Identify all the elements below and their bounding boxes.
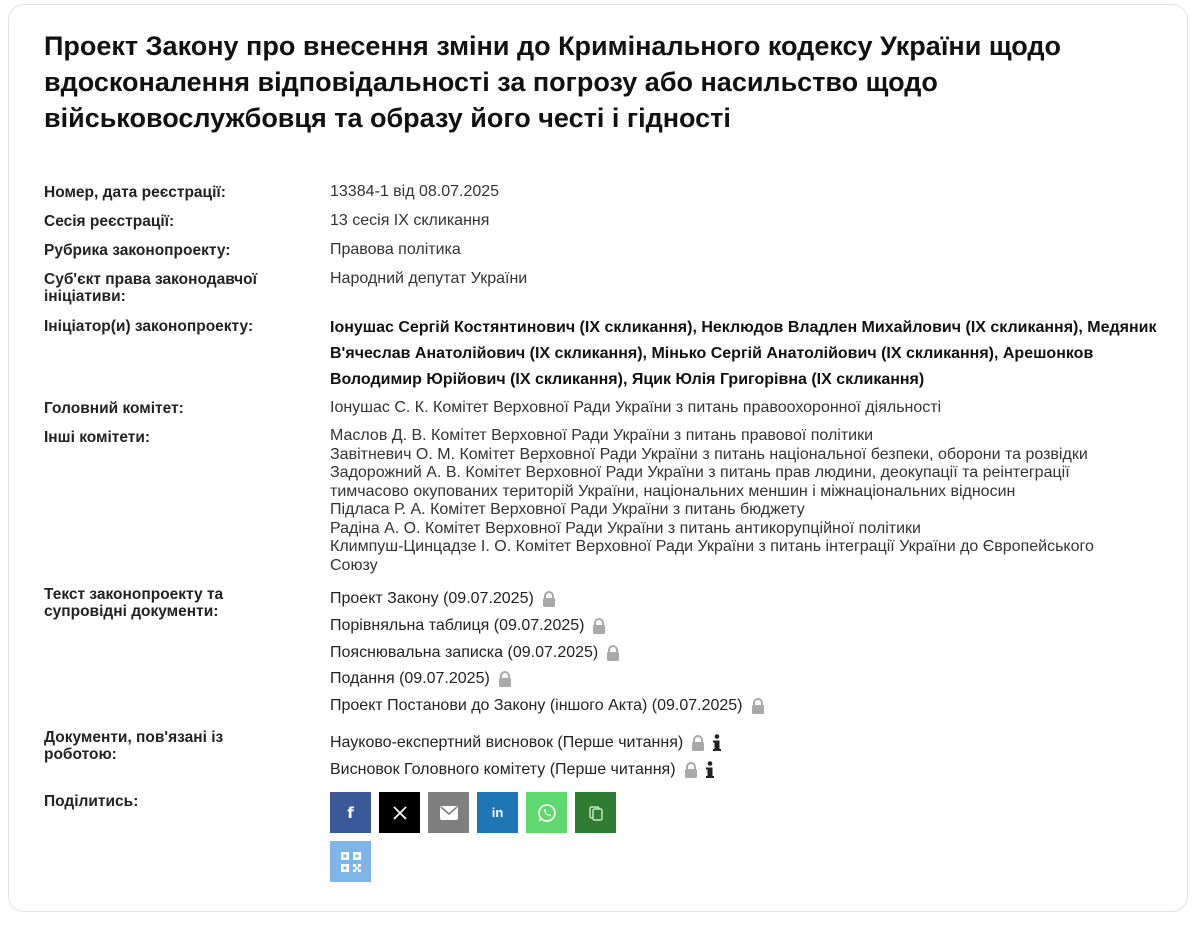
committee-line: Радіна А. О. Комітет Верховної Ради України з питань антикорупційної політики bbox=[330, 519, 921, 537]
subject-label: Суб'єкт права законодавчої ініціативи: bbox=[44, 271, 257, 305]
other-committees-label: Інші комітети: bbox=[44, 429, 151, 446]
doc-link-label: Порівняльна таблиця (09.07.2025) bbox=[330, 617, 585, 634]
doc-link-expert-opinion[interactable] bbox=[330, 733, 723, 753]
doc-link-main-committee-conclusion[interactable] bbox=[330, 760, 716, 780]
lock-icon bbox=[590, 617, 608, 635]
x-icon bbox=[392, 805, 408, 821]
info-icon[interactable] bbox=[704, 760, 716, 780]
committee-line: Задорожний А. В. Комітет Верховної Ради України з питань прав людини, деокупації та реінтеграції bbox=[330, 464, 1070, 481]
whatsapp-icon bbox=[537, 803, 557, 823]
committee-line: Союзу bbox=[330, 556, 378, 574]
texts-label: Текст законопроекту та супровідні документи: bbox=[44, 586, 224, 620]
registration-value: 13384-1 від 08.07.2025 bbox=[330, 183, 500, 200]
facebook-icon: f bbox=[347, 803, 354, 822]
share-whatsapp-button[interactable] bbox=[526, 792, 567, 833]
session-value: 13 сесія IX скликання bbox=[330, 212, 490, 229]
doc-link-label: Проект Закону (09.07.2025) bbox=[330, 590, 534, 607]
rubric-value: Правова політика bbox=[330, 241, 461, 258]
doc-link-label: Проект Постанови до Закону (іншого Акта) (09.07.2025) bbox=[330, 697, 743, 714]
copy-icon bbox=[588, 805, 604, 821]
committee-line: Климпуш-Цинцадзе І. О. Комітет Верховної Ради України з питань інтеграції України до Європейського bbox=[330, 538, 1094, 555]
doc-link-label: Пояснювальна записка (09.07.2025) bbox=[330, 644, 599, 661]
share-x-button[interactable] bbox=[379, 792, 420, 833]
registration-label: Номер, дата реєстрації: bbox=[44, 184, 226, 201]
qr-code-button[interactable] bbox=[330, 841, 371, 882]
doc-link-label: Подання (09.07.2025) bbox=[330, 670, 490, 687]
session-label: Сесія реєстрації: bbox=[44, 213, 175, 230]
other-committees-list bbox=[330, 427, 1160, 575]
qr-code-icon bbox=[340, 851, 362, 873]
rubric-label: Рубрика законопроекту: bbox=[44, 242, 231, 259]
doc-link-label: Висновок Головного комітету (Перше читання) bbox=[330, 761, 676, 778]
lock-icon bbox=[689, 734, 707, 752]
share-email-button[interactable] bbox=[428, 792, 469, 833]
committee-line: Маслов Д. В. Комітет Верховної Ради України з питань правової політики bbox=[330, 427, 874, 444]
doc-link-submission[interactable] bbox=[330, 669, 514, 689]
committee-line: Завітневич О. М. Комітет Верховної Ради України з питань національної безпеки, оборони та розвідки bbox=[330, 445, 1088, 463]
related-docs-label: Документи, пов'язані із роботою: bbox=[44, 729, 224, 763]
info-icon[interactable] bbox=[711, 733, 723, 753]
share-facebook-button[interactable] bbox=[330, 792, 371, 833]
main-committee-label: Головний комітет: bbox=[44, 400, 184, 417]
lock-icon bbox=[682, 761, 700, 779]
page-title: Проект Закону про внесення зміни до Кримінального кодексу України щодо вдосконалення відповідальності за погрозу або насильство щодо військовослужбовця та образу його честі і гідності bbox=[44, 31, 1062, 133]
share-label: Поділитись: bbox=[44, 793, 139, 810]
doc-link-draft-resolution[interactable] bbox=[330, 696, 767, 716]
lock-icon bbox=[496, 670, 514, 688]
main-committee-value: Іонушас С. К. Комітет Верховної Ради України з питань правоохоронної діяльності bbox=[330, 399, 942, 416]
share-linkedin-button[interactable] bbox=[477, 792, 518, 833]
committee-line: Підласа Р. А. Комітет Верховної Ради України з питань бюджету bbox=[330, 501, 805, 518]
committee-line: тимчасово окупованих територій України, національних меншин і міжнаціональних відносин bbox=[330, 482, 1016, 500]
subject-value: Народний депутат України bbox=[330, 270, 528, 287]
initiators-label: Ініціатор(и) законопроекту: bbox=[44, 318, 254, 335]
doc-link-comparative-table[interactable] bbox=[330, 616, 608, 636]
doc-link-explanatory-note[interactable] bbox=[330, 643, 622, 663]
lock-icon bbox=[540, 590, 558, 608]
lock-icon bbox=[604, 644, 622, 662]
initiators-value[interactable]: Іонушас Сергій Костянтинович (IX скликання), Неклюдов Владлен Михайлович (IX скликання), Медяник В'ячеслав Анатолійович (IX скликання), Мінько Сергій Анатолійович (IX скликання), Арешонков Володимир Юрійович (IX скликання), Яцик Юлія Григорівна (IX скликання) bbox=[330, 319, 1157, 388]
lock-icon bbox=[749, 697, 767, 715]
linkedin-icon: in bbox=[491, 805, 504, 820]
doc-link-draft-law[interactable] bbox=[330, 589, 558, 609]
doc-link-label: Науково-експертний висновок (Перше читання) bbox=[330, 734, 684, 751]
email-icon bbox=[440, 806, 458, 820]
copy-link-button[interactable] bbox=[575, 792, 616, 833]
